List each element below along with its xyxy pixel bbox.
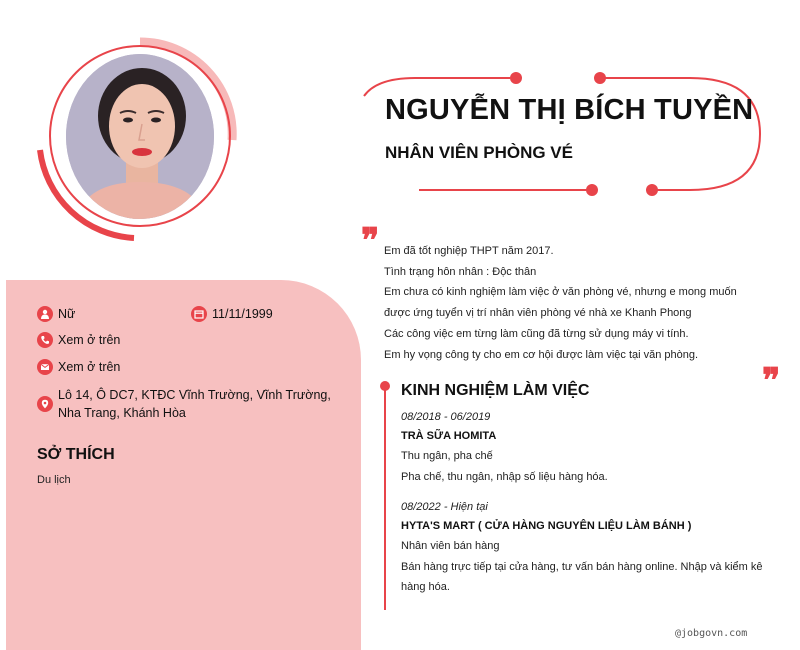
header-frame bbox=[355, 68, 775, 198]
quote-close-icon: ❞ bbox=[762, 361, 781, 401]
objective-section bbox=[384, 241, 784, 365]
experience-item bbox=[401, 498, 776, 598]
email-icon bbox=[37, 359, 53, 375]
hobbies-text: Du lịch bbox=[37, 474, 71, 486]
header-dot-1 bbox=[510, 72, 522, 84]
experience-timeline bbox=[378, 378, 392, 613]
email-row bbox=[37, 358, 120, 376]
address-row bbox=[37, 386, 331, 422]
watermark: @jobgovn.com bbox=[675, 628, 748, 639]
avatar bbox=[66, 54, 214, 219]
user-icon bbox=[37, 306, 53, 322]
objective-line: Em hy vọng công ty cho em cơ hội được làm việc tại văn phòng. bbox=[384, 348, 699, 361]
experience-date: 08/2018 - 06/2019 bbox=[401, 411, 491, 423]
address-line: Nha Trang, Khánh Hòa bbox=[58, 406, 186, 420]
experience-role: Thu ngân, pha chế bbox=[401, 450, 493, 462]
experience-description: Bán hàng trực tiếp tại cửa hàng, tư vấn bán hàng online. Nhập và kiểm kê bbox=[401, 560, 763, 573]
objective-line: được ứng tuyển vị trí nhân viên phòng vé nhà xe Khanh Phong bbox=[384, 307, 692, 320]
candidate-name: NGUYỄN THỊ BÍCH TUYỀN bbox=[385, 94, 754, 126]
job-title: NHÂN VIÊN PHÒNG VÉ bbox=[385, 143, 573, 162]
hobbies-heading: SỞ THÍCH bbox=[37, 446, 115, 463]
quote-open-icon: ❞ bbox=[361, 221, 380, 261]
profile-photo-area bbox=[0, 0, 260, 260]
address-line: Lô 14, Ô DC7, KTĐC Vĩnh Trường, Vĩnh Trường, bbox=[58, 388, 331, 402]
experience-heading: KINH NGHIỆM LÀM VIỆC bbox=[401, 382, 590, 399]
experience-item bbox=[401, 408, 776, 487]
phone-row bbox=[37, 331, 120, 349]
calendar-icon bbox=[191, 306, 207, 322]
objective-line: Em chưa có kinh nghiệm làm việc ở văn phòng vé, nhưng e mong muốn bbox=[384, 286, 737, 299]
experience-description: hàng hóa. bbox=[401, 581, 450, 593]
birthday-row bbox=[191, 305, 273, 323]
experience-role: Nhân viên bán hàng bbox=[401, 540, 500, 552]
objective-line: Tình trạng hôn nhân : Độc thân bbox=[384, 265, 537, 278]
birthday-value: 11/11/1999 bbox=[212, 307, 273, 321]
objective-line: Em đã tốt nghiệp THPT năm 2017. bbox=[384, 245, 554, 257]
email-value: Xem ở trên bbox=[58, 360, 121, 374]
experience-company: HYTA'S MART ( CỬA HÀNG NGUYÊN LIỆU LÀM BÁNH ) bbox=[401, 520, 692, 532]
experience-company: TRÀ SỮA HOMITA bbox=[401, 430, 497, 442]
header-dot-4 bbox=[646, 184, 658, 196]
gender-row bbox=[37, 305, 75, 323]
header-dot-2 bbox=[594, 72, 606, 84]
experience-date: 08/2022 - Hiện tại bbox=[401, 501, 488, 513]
location-icon bbox=[37, 396, 53, 412]
header-dot-3 bbox=[586, 184, 598, 196]
objective-line: Các công việc em từng làm cũng đã từng sử dụng máy vi tính. bbox=[384, 327, 689, 340]
experience-description: Pha chế, thu ngân, nhập số liệu hàng hóa. bbox=[401, 470, 608, 483]
phone-value: Xem ở trên bbox=[58, 333, 121, 347]
address-value bbox=[58, 386, 331, 422]
gender-value: Nữ bbox=[58, 307, 76, 321]
phone-icon bbox=[37, 332, 53, 348]
